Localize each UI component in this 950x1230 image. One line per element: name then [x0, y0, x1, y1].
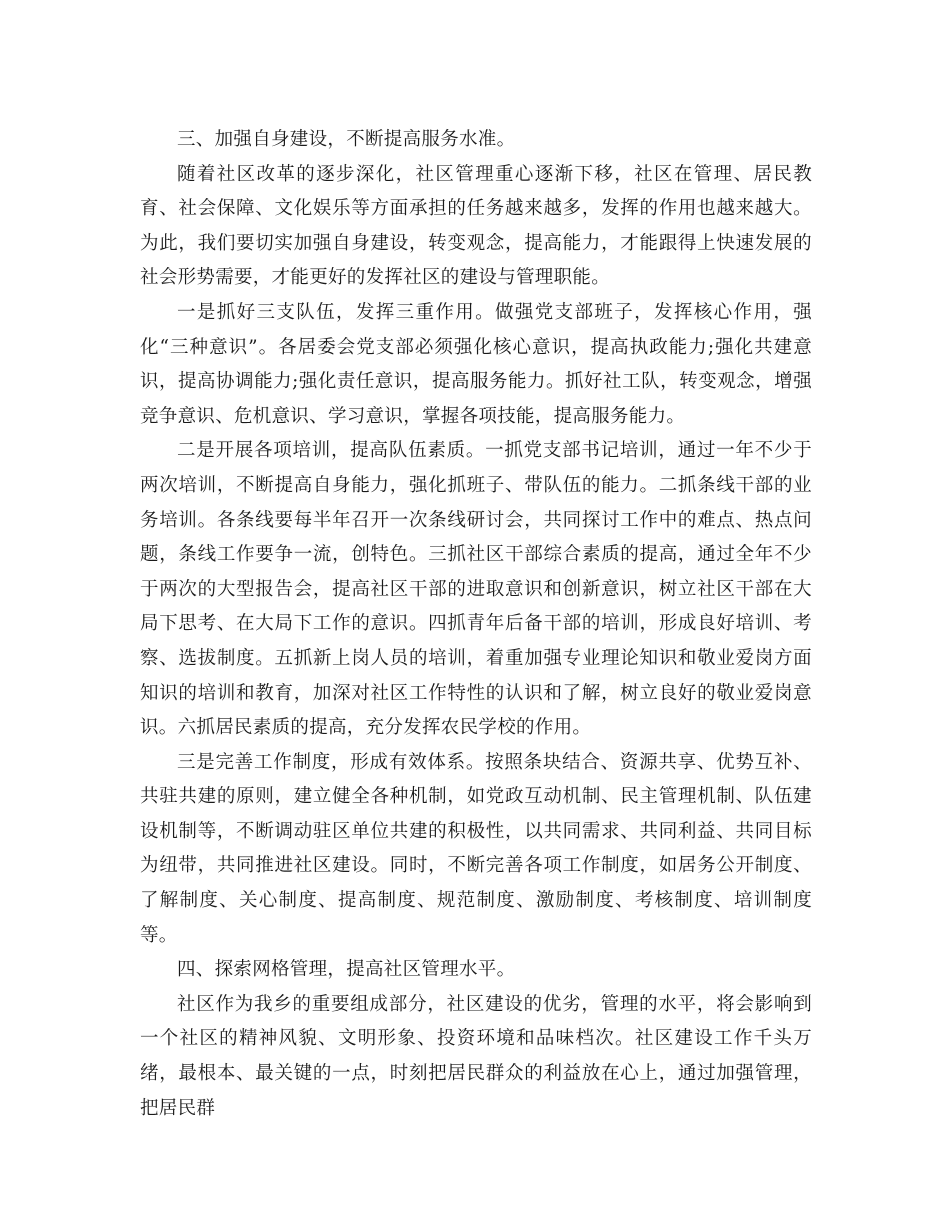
section-heading-4: 四、探索网格管理，提高社区管理水平。 — [177, 959, 516, 981]
body-paragraph: 随着社区改革的逐步深化，社区管理重心逐渐下移，社区在管理、居民教育、社会保障、文化娱乐等方面承担的任务越来越多，发挥的作用也越来越大。为此，我们要切实加强自身建设，转变观念，提高能力，才能跟得上快速发展的社会形势需要，才能更好的发挥社区的建设与管理职能。 — [140, 163, 812, 289]
body-paragraph: 三是完善工作制度，形成有效体系。按照条块结合、资源共享、优势互补、共驻共建的原则，建立健全各种机制，如党政互动机制、民主管理机制、队伍建设机制等，不断调动驻区单位共建的积极性，以共同需求、共同利益、共同目标为纽带，共同推进社区建设。同时，不断完善各项工作制度，如居务公开制度、了解制度、关心制度、提高制度、规范制度、激励制度、考核制度、培训制度等。 — [140, 751, 812, 946]
section-heading-3: 三、加强自身建设，不断提高服务水准。 — [177, 129, 516, 150]
document-body — [140, 123, 812, 1126]
body-paragraph: 一是抓好三支队伍，发挥三重作用。做强党支部班子，发挥核心作用，强化“三种意识”。各居委会党支部必须强化核心意识，提高执政能力;强化共建意识，提高协调能力;强化责任意识，提高服务能力。抓好社工队，转变观念，增强竞争意识、危机意识、学习意识，掌握各项技能，提高服务能力。 — [140, 301, 812, 427]
body-paragraph: 社区作为我乡的重要组成部分，社区建设的优劣，管理的水平，将会影响到一个社区的精神风貌、文明形象、投资环境和品味档次。社区建设工作千头万绪，最根本、最关键的一点，时刻把居民群众的利益放在心上，通过加强管理，把居民群 — [140, 993, 812, 1119]
body-paragraph: 二是开展各项培训，提高队伍素质。一抓党支部书记培训，通过一年不少于两次培训，不断提高自身能力，强化抓班子、带队伍的能力。二抓条线干部的业务培训。各条线要每半年召开一次条线研讨会，共同探讨工作中的难点、热点问题，条线工作要争一流，创特色。三抓社区干部综合素质的提高，通过全年不少于两次的大型报告会，提高社区干部的进取意识和创新意识，树立社区干部在大局下思考、在大局下工作的意识。四抓青年后备干部的培训，形成良好培训、考察、选拔制度。五抓新上岗人员的培训，着重加强专业理论知识和敬业爱岗方面知识的培训和教育，加深对社区工作特性的认识和了解，树立良好的敬业爱岗意识。六抓居民素质的提高，充分发挥农民学校的作用。 — [140, 440, 812, 739]
